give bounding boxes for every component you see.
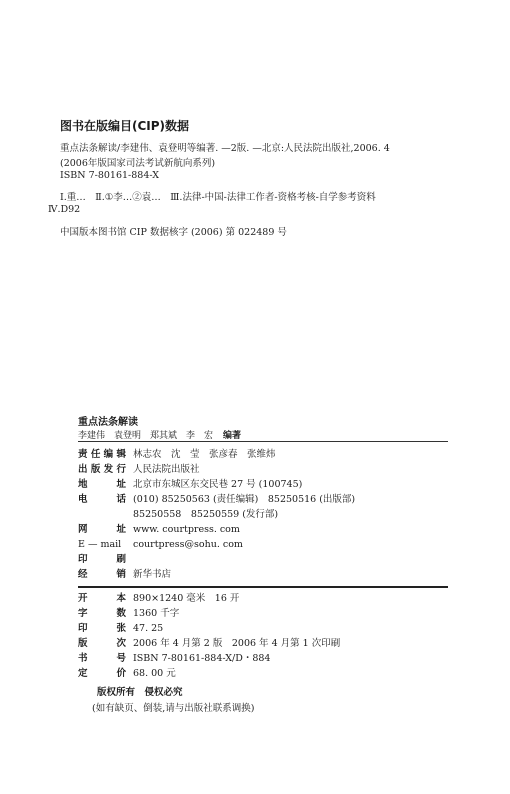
publishing-value: 新华书店: [133, 569, 172, 580]
publishing-label: 网址: [78, 524, 126, 535]
rights-exchange-note: (如有缺页、倒装,请与出版社联系调换): [92, 703, 255, 714]
publishing-value: 85250558 85250559 (发行部): [133, 509, 279, 520]
publishing-value: (010) 85250563 (责任编辑) 85250516 (出版部): [133, 494, 356, 505]
spec-value: 47. 25: [133, 623, 164, 634]
publishing-value: 北京市东城区东交民巷 27 号 (100745): [133, 479, 303, 490]
author-names: 李建伟 袁登明 郑其斌 李 宏: [78, 431, 214, 441]
spec-label: 版次: [78, 638, 126, 649]
publishing-label: 地址: [78, 479, 126, 490]
cip-subject-line: Ⅰ.重… Ⅱ.①李…②袁… Ⅲ.法律-中国-法律工作者-资格考核-自学参考资料: [60, 192, 376, 203]
publishing-label: 印刷: [78, 554, 126, 565]
spec-label: 印张: [78, 623, 126, 634]
cip-entry-line: 重点法条解读/李建伟、袁登明等编著. —2版. —北京:人民法院出版社,2006. 4: [60, 143, 390, 154]
spec-value: ISBN 7-80161-884-X/D・884: [133, 653, 271, 664]
spec-label: 开本: [78, 593, 126, 604]
divider-top: [78, 441, 448, 442]
spec-value: 68. 00 元: [133, 668, 176, 679]
divider-middle: [78, 586, 448, 588]
publishing-label: E — mail: [78, 539, 122, 550]
spec-value: 2006 年 4 月第 2 版 2006 年 4 月第 1 次印刷: [133, 638, 341, 649]
publishing-value: 人民法院出版社: [133, 464, 200, 475]
cip-isbn-line: ISBN 7-80161-884-X: [60, 170, 160, 181]
cip-heading: 图书在版编目(CIP)数据: [60, 119, 190, 133]
spec-value: 890×1240 毫米 16 开: [133, 593, 240, 604]
rights-notice: 版权所有 侵权必究: [97, 687, 183, 698]
cip-series-line: (2006年版国家司法考试新航向系列): [60, 158, 216, 169]
publishing-label: 电话: [78, 494, 126, 505]
spec-label: 书号: [78, 653, 126, 664]
spec-label: 字数: [78, 608, 126, 619]
cip-record-number: 中国版本图书馆 CIP 数据核字 (2006) 第 022489 号: [60, 227, 287, 238]
publishing-value: www. courtpress. com: [133, 524, 240, 535]
cip-classification-line: Ⅳ.D92: [48, 204, 81, 215]
publishing-label: 责任编辑: [78, 449, 126, 460]
book-title: 重点法条解读: [78, 417, 138, 428]
spec-label: 定价: [78, 668, 126, 679]
publishing-value: 林志农 沈 莹 张彦春 张维炜: [133, 449, 276, 460]
book-authors: [78, 428, 241, 441]
spec-value: 1360 千字: [133, 608, 180, 619]
publishing-label: 出版发行: [78, 464, 126, 475]
author-role: 编著: [223, 431, 242, 441]
publishing-value: courtpress@sohu. com: [133, 539, 243, 550]
publishing-label: 经销: [78, 569, 126, 580]
